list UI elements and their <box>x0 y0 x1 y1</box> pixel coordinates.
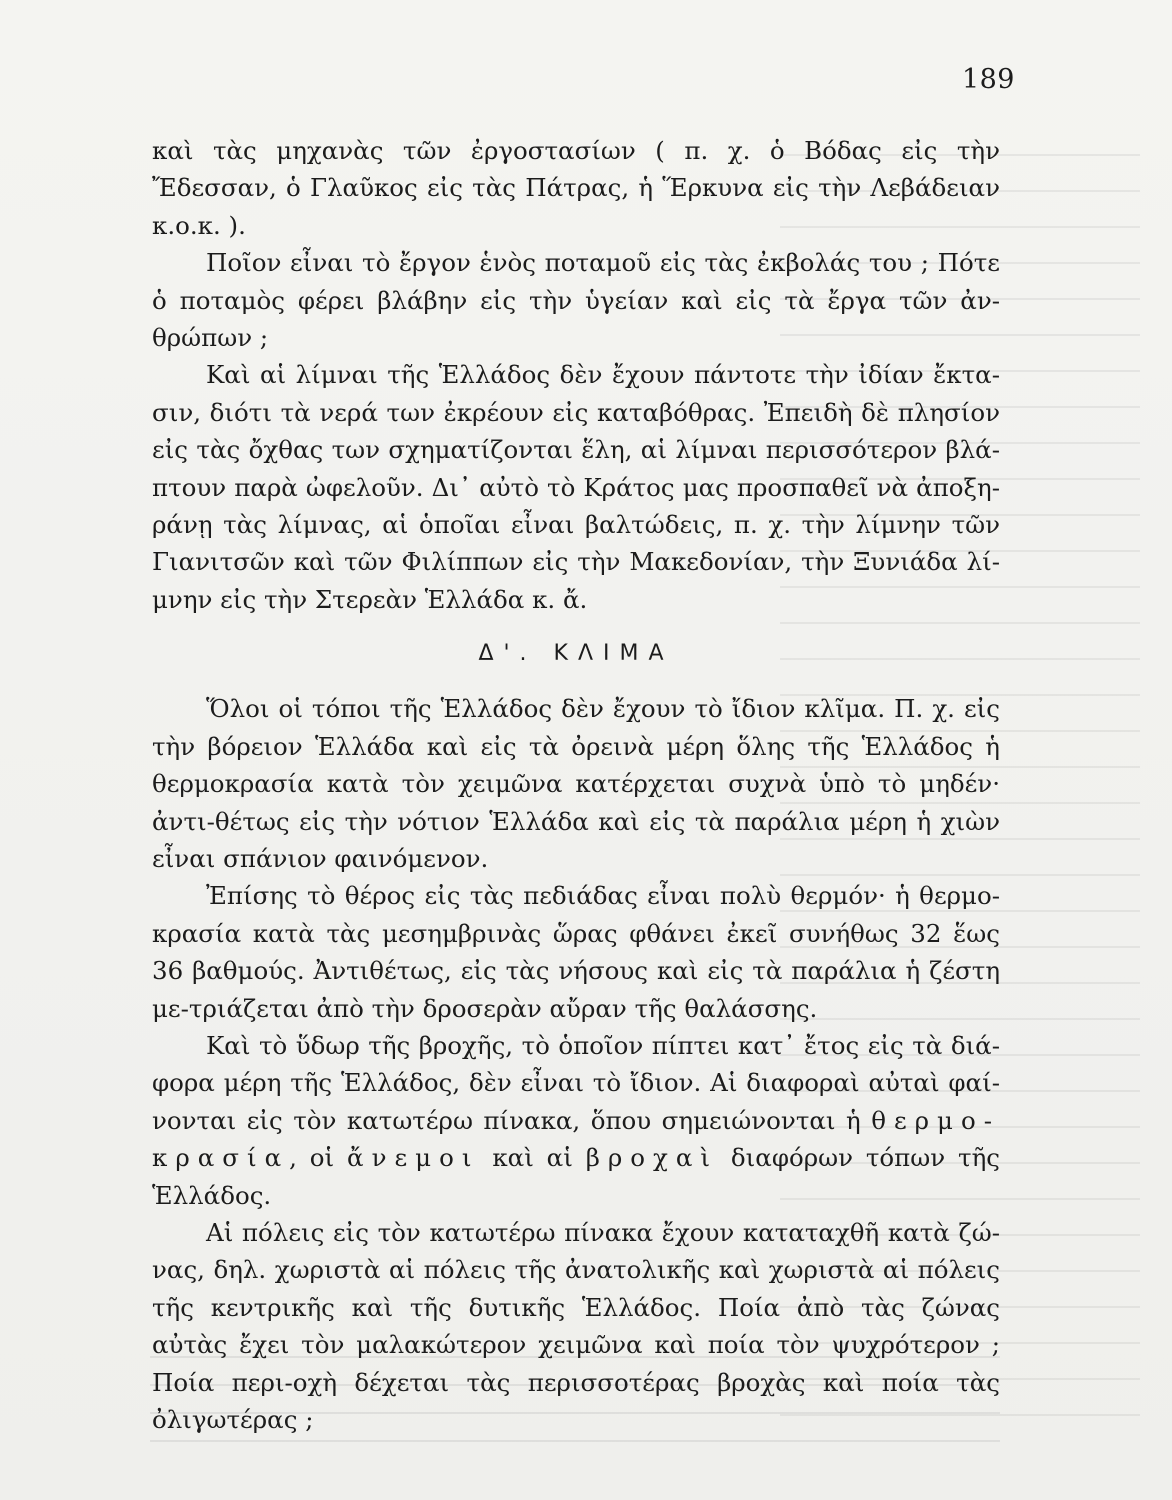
paragraph-5: Ἐπίσης τὸ θέρος εἰς τὰς πεδιάδας εἶναι πολὺ θερμόν· ἡ θερμο-κρασία κατὰ τὰς μεσημβρινὰς ὥρας φθάνει ἐκεῖ συνήθως 32 ἕως 36 βαθμούς. Ἀντιθέτως, εἰς τὰς νήσους καὶ εἰς τὰ παράλια ἡ ζέστη με-τριάζεται ἀπὸ τὴν δροσερὰν αὔραν τῆς θαλάσσης. <box>152 881 1000 1023</box>
section-heading-climate: Δ'. ΚΛΙΜΑ <box>478 641 674 667</box>
paragraph-4: Ὅλοι οἱ τόποι τῆς Ἑλλάδος δὲν ἔχουν τὸ ἴδιον κλῖμα. Π. χ. εἰς τὴν βόρειον Ἑλλάδα καὶ εἰς τὰ ὀρεινὰ μέρη ὅλης τῆς Ἑλλάδος ἡ θερμοκρασία κατὰ τὸν χειμῶνα κατέρχεται συχνὰ ὑπὸ τὸ μηδέν· ἀντι-θέτως εἰς τὴν νότιον Ἑλλάδα καὶ εἰς τὰ παράλια μέρη ἡ χιὼν εἶναι σπάνιον φαινόμενον. <box>152 694 1000 873</box>
paragraph-1: καὶ τὰς μηχανὰς τῶν ἐργοστασίων ( π. χ. ὁ Βόδας εἰς τὴν Ἔδεσσαν, ὁ Γλαῦκος εἰς τὰς Πάτρας, ἡ Ἕρκυνα εἰς τὴν Λεβάδειαν κ.ο.κ. ). <box>152 136 1000 240</box>
paragraph-6-part-c: καὶ αἱ <box>492 1143 573 1173</box>
paragraph-6-part-b: , οἱ <box>289 1143 335 1173</box>
body-text <box>152 132 1000 1438</box>
paragraph-3: Καὶ αἱ λίμναι τῆς Ἑλλάδος δὲν ἔχουν πάντοτε τὴν ἰδίαν ἔκτα-σιν, διότι τὰ νερά των ἐκρέουν εἰς καταβόθρας. Ἐπειδὴ δὲ πλησίον εἰς τὰς ὄχθας των σχηματίζονται ἕλη, αἱ λίμναι περισσότερον βλά-πτουν παρὰ ὠφελοῦν. Δι᾽ αὐτὸ τὸ Κράτος μας προσπαθεῖ νὰ ἀποξη-ράνῃ τὰς λίμνας, αἱ ὁποῖαι εἶναι βαλτώδεις, π. χ. τὴν λίμνην τῶν Γιανιτσῶν καὶ τῶν Φιλίππων εἰς τὴν Μακεδονίαν, τὴν Ξυνιάδα λί-μνην εἰς τὴν Στερεὰν Ἑλλάδα κ. ἄ. <box>152 360 1000 614</box>
paragraph-6 <box>152 1027 1000 1214</box>
page-number: 189 <box>961 64 1015 95</box>
term-rains: βροχαὶ <box>585 1143 719 1173</box>
paragraph-6-part-a: Καὶ τὸ ὕδωρ τῆς βροχῆς, τὸ ὁποῖον πίπτει κατ᾽ ἔτος εἰς τὰ διά-φορα μέρη τῆς Ἑλλάδος, δὲν εἶναι τὸ ἴδιον. Αἱ διαφοραὶ αὐταὶ φαί-νονται εἰς τὸν κατωτέρω πίνακα, ὅπου σημειώνονται ἡ <box>152 1030 1000 1135</box>
paragraph-7: Αἱ πόλεις εἰς τὸν κατωτέρω πίνακα ἔχουν καταταχθῆ κατὰ ζώ-νας, δηλ. χωριστὰ αἱ πόλεις τῆς ἀνατολικῆς καὶ χωριστὰ αἱ πόλεις τῆς κεντρικῆς καὶ τῆς δυτικῆς Ἑλλάδος. Ποία ἀπὸ τὰς ζώνας αὐτὰς ἔχει τὸν μαλακώτερον χειμῶνα καὶ ποία τὸν ψυχρότερον ; Ποία περι-οχὴ δέχεται τὰς περισσοτέρας βροχὰς καὶ ποία τὰς ὀλιγωτέρας ; <box>152 1217 1000 1434</box>
term-winds: ἄνεμοι <box>347 1143 480 1173</box>
paragraph-2: Ποῖον εἶναι τὸ ἔργον ἑνὸς ποταμοῦ εἰς τὰς ἐκβολάς του ; Πότε ὁ ποταμὸς φέρει βλάβην εἰς τὴν ὑγείαν καὶ εἰς τὰ ἔργα τῶν ἀν-θρώπων ; <box>152 248 1000 353</box>
term-temperature: θερμο-κρασία <box>152 1105 1000 1173</box>
paragraph-6-part-d: διαφόρων τόπων τῆς Ἑλλάδος. <box>152 1143 1000 1210</box>
